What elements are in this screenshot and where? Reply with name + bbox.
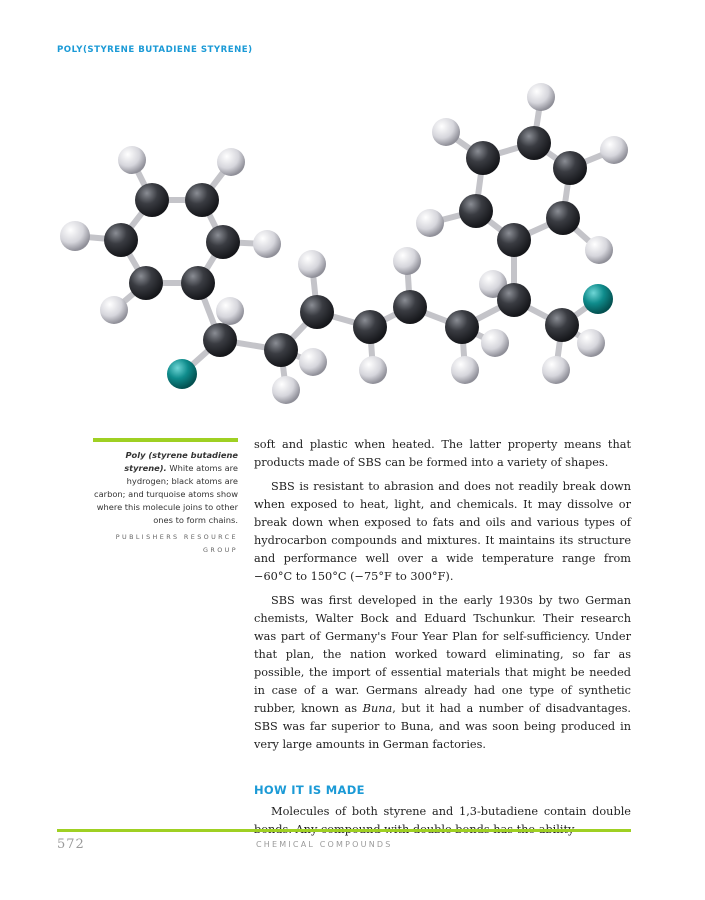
- buna-italic: Buna: [362, 702, 393, 715]
- caption-credit: PUBLISHERS RESOURCE GROUP: [115, 533, 238, 554]
- paragraph-4: Molecules of both styrene and 1,3-butadiene contain double: [271, 805, 631, 818]
- footer-rule: [57, 829, 631, 832]
- running-head: POLY(STYRENE BUTADIENE STYRENE): [57, 45, 253, 55]
- figure-caption: [93, 438, 238, 557]
- molecule-illustration: [0, 0, 705, 430]
- caption-text: White atoms are hydrogen; black atoms are carbon; and turquoise atoms show where this molecule joins to other ones to form chains.: [94, 463, 238, 525]
- paragraph-2: SBS is resistant to abrasion and does not readily break down when exposed to heat, light, and chemicals. It may dissolve or break down when exposed to fats and oils and various types of hydrocarbon compounds and mixtures. It maintains its structure and performance well over a wide temperature range from −60°C to 150°C (−75°F to 300°F).: [254, 480, 631, 583]
- section-heading: HOW IT IS MADE: [254, 783, 365, 797]
- caption-title: Poly (styrene butadiene styrene).: [124, 450, 238, 473]
- paragraph-1: soft and plastic when heated. The latter property means that products made of SBS can be formed into a variety of shapes.: [254, 438, 631, 469]
- page-number: 572: [57, 837, 85, 852]
- paragraph-3: [254, 592, 631, 754]
- paragraph-3-end: , but it had a number of disadvantages. SBS was far superior to Buna, and was soon being produced in very large amounts in German factories.: [254, 702, 631, 751]
- main-text: [254, 436, 631, 845]
- carbon-atoms: [104, 126, 587, 367]
- paragraph-3-start: SBS was first developed in the early 1930s by two German chemists, Walter Bock and Eduard Tschunkur. Their research was part of Germany's Four Year Plan for self-sufficiency. Under that plan, the nation worked toward eliminating, so far as possible, the import of essential materials that might be needed in case of a war. Germans already had one type of synthetic rubber, known as: [254, 594, 631, 715]
- book-title: CHEMICAL COMPOUNDS: [256, 840, 393, 849]
